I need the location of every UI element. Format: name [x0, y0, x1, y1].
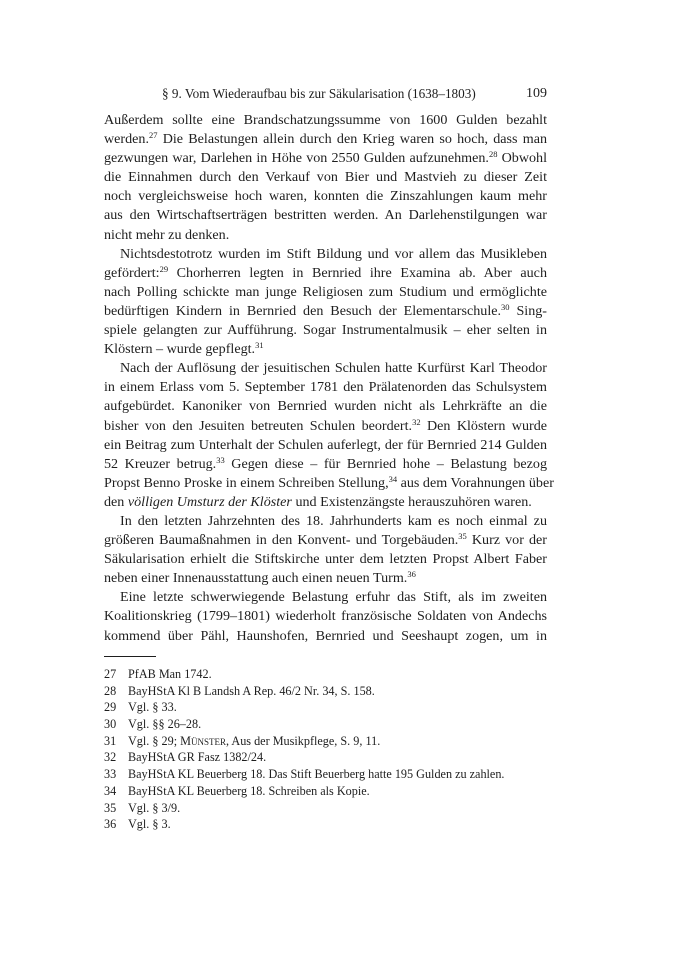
footnote-reference: 35	[458, 531, 467, 542]
footnote-number: 34	[104, 783, 117, 798]
footnote	[104, 683, 547, 700]
text-line	[104, 283, 547, 302]
text-run: nach Polling schickte man junge Religiosen zum Studium und ermöglichte	[104, 283, 547, 300]
text-line	[104, 302, 547, 321]
text-line	[104, 111, 547, 130]
text-line	[104, 130, 547, 149]
text-run: Nichtsdestotrotz wurden im Stift Bildung und vor allem das Musikleben	[120, 245, 547, 262]
text-line	[104, 149, 547, 168]
footnote-number: 36	[104, 817, 117, 832]
text-line	[104, 627, 547, 646]
text-line	[104, 569, 547, 588]
footnote-reference: 36	[407, 569, 416, 580]
footnote	[104, 666, 547, 683]
chapter-heading: § 9. Vom Wiederaufbau bis zur Säkularisation (1638–1803)	[162, 86, 476, 101]
footnote-number: 32	[104, 750, 117, 765]
footnote-text: BayHStA KL Beuerberg 18. Das Stift Beuerberg hatte 195 Gulden zu zahlen.	[128, 767, 505, 782]
text-line	[104, 397, 547, 416]
text-run: die Einnahmen durch den Verkauf von Bier und Mastvieh zu dieser Zeit	[104, 169, 547, 186]
footnote-text: , Aus der Musikpflege, S. 9, 11.	[225, 733, 381, 748]
text-run: Klöstern – wurde gepflegt.	[104, 341, 256, 358]
text-line	[104, 512, 547, 531]
footnote-text: Vgl. § 3/9.	[128, 800, 181, 815]
text-run: ein Beitrag zum Unterhalt der Schulen auferlegt, der für Bernried 214 Gulden	[104, 436, 547, 453]
text-run: Die Belastungen allein durch den Krieg waren so hoch, dass man	[157, 131, 547, 148]
footnote-text: BayHStA Kl B Landsh A Rep. 46/2 Nr. 34, S. 158.	[128, 683, 375, 698]
footnote-reference: 28	[488, 149, 498, 160]
text-run: spiele gelangten zur Aufführung. Sogar Instrumentalmusik – eher selten in	[104, 322, 547, 339]
footnote-text: Vgl. § 3.	[128, 817, 171, 832]
footnote-text: PfAB Man 1742.	[128, 667, 212, 681]
text-line	[104, 245, 547, 264]
footnote-text: BayHStA GR Fasz 1382/24.	[128, 750, 267, 765]
footnote-reference: 30	[501, 301, 510, 312]
text-run: in einem Erlass vom 5. September 1781 den Prälatenorden das Schulsystem	[104, 379, 547, 396]
footnote	[104, 816, 547, 833]
text-line	[104, 436, 547, 455]
text-run: Propst Benno Proske in einem Schreiben Stellung,	[104, 474, 389, 491]
text-run: kommend über Pähl, Haunshofen, Bernried und Seeshaupt zogen, um in	[104, 627, 547, 644]
footnote-text: BayHStA KL Beuerberg 18. Schreiben als Kopie.	[128, 783, 370, 798]
text-line	[104, 321, 547, 340]
footnote-text: Vgl. § 33.	[128, 700, 177, 715]
text-run: gefördert:	[104, 264, 160, 281]
text-run: Koalitionskrieg (1799–1801) wiederholt französische Soldaten von Andechs	[104, 608, 547, 625]
running-head	[104, 84, 547, 104]
footnote-number: 30	[104, 717, 117, 732]
text-run: aus dem Vorahnungen über	[397, 474, 554, 491]
text-run: und Existenzängste herauszuhören waren.	[291, 493, 532, 510]
text-run: Säkularisation erhielt die Stiftskirche unter dem letzten Propst Albert Faber	[104, 551, 547, 568]
footnote	[104, 783, 547, 800]
text-run: bedürftigen Kindern in Bernried den Besuch der Elementarschule.	[104, 302, 502, 319]
text-line	[104, 550, 547, 569]
footnote-text: Vgl. § 29;	[128, 733, 181, 748]
text-line	[104, 264, 547, 283]
text-line	[104, 378, 547, 397]
text-run: größeren Baumaßnahmen in den Konvent- und Torgebäuden.	[104, 532, 459, 549]
text-run: In den letzten Jahrzehnten des 18. Jahrhunderts kam es noch einmal zu	[120, 512, 547, 529]
text-run: Gegen diese – für Bernried hohe – Belastung bezog	[224, 455, 547, 472]
footnote-reference: 27	[149, 130, 158, 141]
footnote-reference: 33	[216, 454, 225, 465]
text-run: Den Klöstern wurde	[420, 417, 548, 434]
text-run: Obwohl	[497, 150, 548, 167]
footnote-reference: 31	[255, 340, 264, 351]
text-run: neben einer Innenausstattung auch einen neuen Turm.	[104, 570, 408, 587]
text-line	[104, 531, 547, 550]
text-line	[104, 493, 547, 512]
text-line	[104, 359, 547, 378]
text-run: noch vergleichsweise hoch waren, konnten die Zinszahlungen kaum mehr	[104, 188, 547, 205]
text-line	[104, 206, 547, 225]
footnote-reference: 34	[388, 473, 398, 484]
footnote-number: 27	[104, 667, 117, 681]
text-line	[104, 455, 547, 474]
author-name: Münster	[180, 733, 226, 748]
text-line	[104, 588, 547, 607]
text-run: aus den Wirtschaftserträgen bestritten werden. An Darlehenstilgungen war	[104, 207, 547, 224]
footnote-number: 28	[104, 683, 117, 698]
main-text	[104, 111, 554, 646]
text-run: Sing-	[509, 302, 547, 319]
text-line	[104, 187, 547, 206]
text-run: den	[104, 493, 128, 510]
text-run: nicht mehr zu denken.	[104, 226, 230, 243]
text-line	[104, 340, 547, 359]
footnote-reference: 32	[412, 416, 421, 427]
footnote	[104, 716, 547, 733]
text-run: gezwungen war, Darlehen in Höhe von 2550 Gulden aufzunehmen.	[104, 150, 489, 167]
text-run: werden.	[104, 131, 149, 148]
footnote	[104, 766, 547, 783]
text-run: Chorherren legten in Bernried ihre Examina ab. Aber auch	[168, 264, 547, 281]
text-line	[104, 168, 547, 187]
footnote	[104, 800, 547, 817]
footnote	[104, 733, 547, 750]
text-line	[104, 473, 554, 493]
text-run: Kurz vor der	[466, 532, 547, 549]
text-line	[104, 417, 547, 436]
footnote	[104, 749, 547, 766]
footnote-number: 31	[104, 733, 117, 748]
footnote-number: 29	[104, 700, 117, 715]
text-run: Außerdem sollte eine Brandschatzungssumme von 1600 Gulden bezahlt	[104, 112, 547, 128]
text-run: Eine letzte schwerwiegende Belastung erfuhr das Stift, als im zweiten	[120, 589, 547, 606]
footnote	[104, 699, 547, 716]
footnote-number: 33	[104, 767, 117, 782]
page-number: 109	[526, 86, 547, 101]
footnote-text: Vgl. §§ 26–28.	[128, 717, 202, 732]
text-run: 52 Kreuzer betrug.	[104, 455, 217, 472]
footnote-divider	[104, 656, 156, 657]
text-run: bisher von den Jesuiten betreuten Schulen beordert.	[104, 417, 413, 434]
italic-phrase: völligen Umsturz der Klöster	[127, 493, 292, 510]
text-run: Nach der Auflösung der jesuitischen Schulen hatte Kurfürst Karl Theodor	[120, 360, 547, 377]
text-run: aufgebürdet. Kanoniker von Bernried wurden nicht als Lehrkräfte an die	[104, 398, 547, 415]
footnote-reference: 29	[159, 263, 169, 274]
footnote-number: 35	[104, 800, 117, 815]
text-line	[104, 226, 547, 245]
text-line	[104, 607, 547, 626]
footnotes-section	[104, 666, 547, 833]
